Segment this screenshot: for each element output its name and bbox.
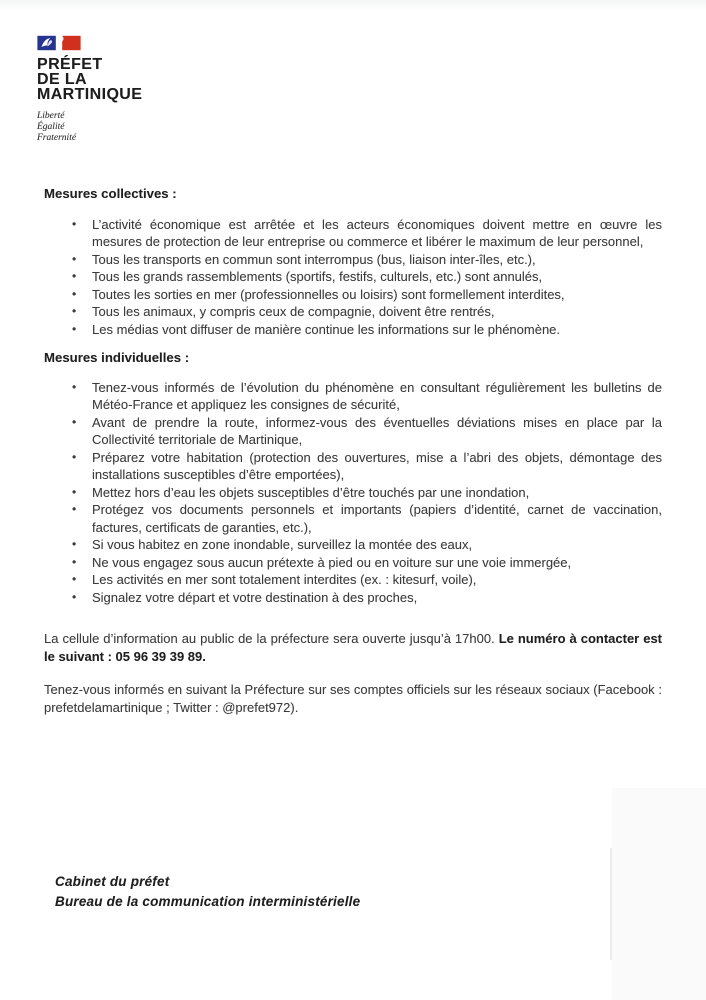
- section-title-collectives: Mesures collectives :: [44, 186, 177, 201]
- list-item: • Avant de prendre la route, informez-vous des éventuelles déviations mises en place par la Collectivité territoriale de Martinique,: [69, 414, 662, 449]
- section-title-individuelles: Mesures individuelles :: [44, 350, 190, 365]
- institution-line-1: PRÉFET: [37, 56, 103, 73]
- list-item: • Signalez votre départ et votre destination à des proches,: [69, 589, 662, 607]
- footer-bureau-line: Bureau de la communication interministérielle: [55, 894, 361, 909]
- list-item: • Tenez-vous informés de l’évolution du phénomène en consultant régulièrement les bulletins de Météo-France et appliquez les consignes de sécurité,: [69, 379, 662, 414]
- info-hotline-paragraph: [44, 630, 662, 665]
- list-item: • Ne vous engagez sous aucun prétexte à pied ou en voiture sur une voie immergée,: [69, 554, 662, 572]
- section-mesures-collectives: [44, 185, 662, 338]
- list-item: • Toutes les sorties en mer (professionnelles ou loisirs) sont formellement interdites,: [69, 286, 662, 304]
- list-item: • Protégez vos documents personnels et importants (papiers d’identité, carnet de vaccination, factures, certificats de garanties, etc.),: [69, 501, 662, 536]
- list-item: • Tous les transports en commun sont interrompus (bus, liaison inter-îles, etc.),: [69, 251, 662, 269]
- institution-line-3: MARTINIQUE: [37, 86, 143, 103]
- scan-line-artifact: [610, 848, 612, 960]
- institution-name: [37, 57, 706, 102]
- signature-footer: [55, 872, 360, 912]
- institution-line-2: DE LA: [37, 71, 87, 88]
- document-body: [0, 185, 706, 716]
- republic-motto: [37, 111, 706, 144]
- list-item: • Tous les grands rassemblements (sportifs, festifs, culturels, etc.) sont annulés,: [69, 268, 662, 286]
- motto-liberte: Liberté: [37, 111, 65, 121]
- bullet-list-individuelles: [44, 379, 662, 607]
- social-media-text: Tenez-vous informés en suivant la Préfecture sur ses comptes officiels sur les réseaux sociaux (Facebook : prefetdelamartinique ; Twitter : @prefet972).: [44, 682, 662, 715]
- prefecture-header: [0, 0, 706, 144]
- list-item: • Si vous habitez en zone inondable, surveillez la montée des eaux,: [69, 536, 662, 554]
- scan-top-artifact: [0, 0, 706, 11]
- list-item: • L’activité économique est arrêtée et les acteurs économiques doivent mettre en œuvre les mesures de protection de leur entreprise ou commerce et libérer le maximum de leur personnel,: [69, 216, 662, 251]
- scan-band-artifact: [612, 788, 706, 1000]
- bullet-list-collectives: [44, 216, 662, 339]
- french-republic-flag-icon: [37, 35, 706, 51]
- hotline-phone-text: Le numéro à contacter est le suivant : 05 96 39 39 89.: [44, 631, 662, 664]
- footer-cabinet-line: Cabinet du préfet: [55, 874, 170, 889]
- motto-fraternite: Fraternité: [37, 133, 77, 143]
- list-item: • Tous les animaux, y compris ceux de compagnie, doivent être rentrés,: [69, 303, 662, 321]
- section-mesures-individuelles: [44, 349, 662, 606]
- motto-egalite: Égalité: [37, 122, 65, 132]
- list-item: • Les activités en mer sont totalement interdites (ex. : kitesurf, voile),: [69, 571, 662, 589]
- hotline-open-text: La cellule d’information au public de la préfecture sera ouverte jusqu’à 17h00.: [44, 631, 499, 646]
- list-item: • Mettez hors d’eau les objets susceptibles d’être touchés par une inondation,: [69, 484, 662, 502]
- list-item: • Préparez votre habitation (protection des ouvertures, mise a l’abri des objets, démontage des installations susceptibles d’être emportées),: [69, 449, 662, 484]
- list-item: • Les médias vont diffuser de manière continue les informations sur le phénomène.: [69, 321, 662, 339]
- social-media-paragraph: [44, 681, 662, 716]
